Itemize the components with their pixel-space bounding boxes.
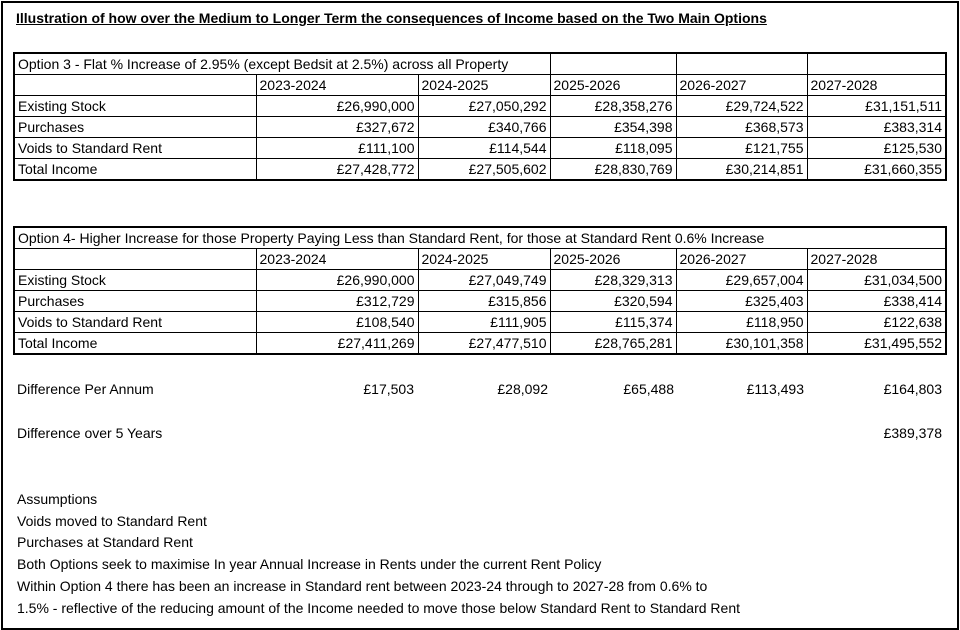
year-header: 2027-2028 [807, 249, 946, 270]
cell-value: £114,544 [418, 138, 550, 159]
cell-value: £27,050,292 [418, 96, 550, 117]
cell-value: £28,329,313 [550, 270, 676, 291]
table-row [14, 138, 946, 159]
cell-value: £31,660,355 [807, 159, 946, 181]
cell-value: £27,505,602 [418, 159, 550, 181]
year-header: 2024-2025 [418, 75, 550, 96]
difference-5-years-row [0, 425, 956, 445]
cell-value: £31,034,500 [807, 270, 946, 291]
cell-value: £29,724,522 [676, 96, 807, 117]
cell-value: £31,495,552 [807, 333, 946, 355]
cell-value: £122,638 [807, 312, 946, 333]
option4-year-header-row [14, 249, 946, 270]
cell-value: £28,358,276 [550, 96, 676, 117]
cell-value: £354,398 [550, 117, 676, 138]
year-header: 2024-2025 [418, 249, 550, 270]
cell-value: £108,540 [256, 312, 418, 333]
cell-value: £115,374 [550, 312, 676, 333]
table-row [14, 117, 946, 138]
row-label: Total Income [14, 333, 256, 355]
option4-table [13, 226, 947, 355]
assumption-line: Voids moved to Standard Rent [17, 512, 207, 529]
option3-heading: Option 3 - Flat % Increase of 2.95% (except Bedsit at 2.5%) across all Property [14, 53, 550, 75]
row-label: Voids to Standard Rent [14, 138, 256, 159]
assumption-line: Both Options seek to maximise In year Annual Increase in Rents under the current Rent Policy [17, 556, 602, 573]
cell-value: £121,755 [676, 138, 807, 159]
cell-value: £320,594 [550, 291, 676, 312]
year-header: 2025-2026 [550, 75, 676, 96]
cell-value: £30,214,851 [676, 159, 807, 181]
cell-value: £26,990,000 [256, 96, 418, 117]
cell-value: £28,830,769 [550, 159, 676, 181]
year-header: 2025-2026 [550, 249, 676, 270]
cell-value: £31,151,511 [807, 96, 946, 117]
difference-value: £28,092 [497, 381, 548, 397]
option3-year-header-row [14, 75, 946, 96]
cell-value: £118,950 [676, 312, 807, 333]
assumption-line: 1.5% - reflective of the reducing amount of the Income needed to move those below Standard Rent to Standard Rent [17, 599, 740, 616]
cell-value: £368,573 [676, 117, 807, 138]
cell-value: £325,403 [676, 291, 807, 312]
cell-value: £312,729 [256, 291, 418, 312]
cell-value: £30,101,358 [676, 333, 807, 355]
difference-value: £65,488 [623, 381, 674, 397]
row-label: Existing Stock [14, 96, 256, 117]
cell-value: £111,905 [418, 312, 550, 333]
year-header: 2027-2028 [807, 75, 946, 96]
difference-value: £113,493 [746, 381, 804, 397]
table-row [14, 270, 946, 291]
cell-value: £27,411,269 [256, 333, 418, 355]
assumptions-section [17, 489, 740, 619]
row-label: Voids to Standard Rent [14, 312, 256, 333]
page-title: Illustration of how over the Medium to Longer Term the consequences of Income based on the Two Main Options [16, 10, 767, 26]
cell-value: £27,477,510 [418, 333, 550, 355]
cell-value: £26,990,000 [256, 270, 418, 291]
year-header: 2026-2027 [676, 249, 807, 270]
option4-heading-row [14, 227, 946, 249]
year-header: 2023-2024 [256, 75, 418, 96]
difference-5-years-label: Difference over 5 Years [17, 425, 163, 441]
assumption-line: Within Option 4 there has been an increase in Standard rent between 2023-24 through to 2027-28 from 0.6% to [17, 577, 708, 594]
cell-value: £28,765,281 [550, 333, 676, 355]
table-row [14, 291, 946, 312]
cell-value: £340,766 [418, 117, 550, 138]
year-header: 2023-2024 [256, 249, 418, 270]
total-row [14, 159, 946, 181]
assumption-line: Purchases at Standard Rent [17, 534, 193, 551]
option3-table [13, 52, 947, 181]
row-label: Total Income [14, 159, 256, 181]
cell-value: £29,657,004 [676, 270, 807, 291]
cell-value: £383,314 [807, 117, 946, 138]
table-row [14, 96, 946, 117]
total-row [14, 333, 946, 355]
year-header: 2026-2027 [676, 75, 807, 96]
option4-heading: Option 4- Higher Increase for those Property Paying Less than Standard Rent, for those at Standard Rent 0.6% Increase [14, 227, 946, 249]
cell-value: £315,856 [418, 291, 550, 312]
row-label: Purchases [14, 291, 256, 312]
assumptions-heading: Assumptions [17, 491, 98, 507]
cell-value: £327,672 [256, 117, 418, 138]
difference-per-annum-row [0, 381, 956, 401]
difference-value: £164,803 [883, 381, 942, 397]
table-row [14, 312, 946, 333]
cell-value: £118,095 [550, 138, 676, 159]
cell-value: £27,428,772 [256, 159, 418, 181]
difference-5-years-value: £389,378 [883, 425, 942, 441]
row-label: Purchases [14, 117, 256, 138]
difference-per-annum-label: Difference Per Annum [17, 381, 154, 397]
cell-value: £125,530 [807, 138, 946, 159]
row-label: Existing Stock [14, 270, 256, 291]
difference-value: £17,503 [363, 381, 414, 397]
cell-value: £338,414 [807, 291, 946, 312]
cell-value: £111,100 [256, 138, 418, 159]
option3-heading-row [14, 53, 946, 75]
cell-value: £27,049,749 [418, 270, 550, 291]
